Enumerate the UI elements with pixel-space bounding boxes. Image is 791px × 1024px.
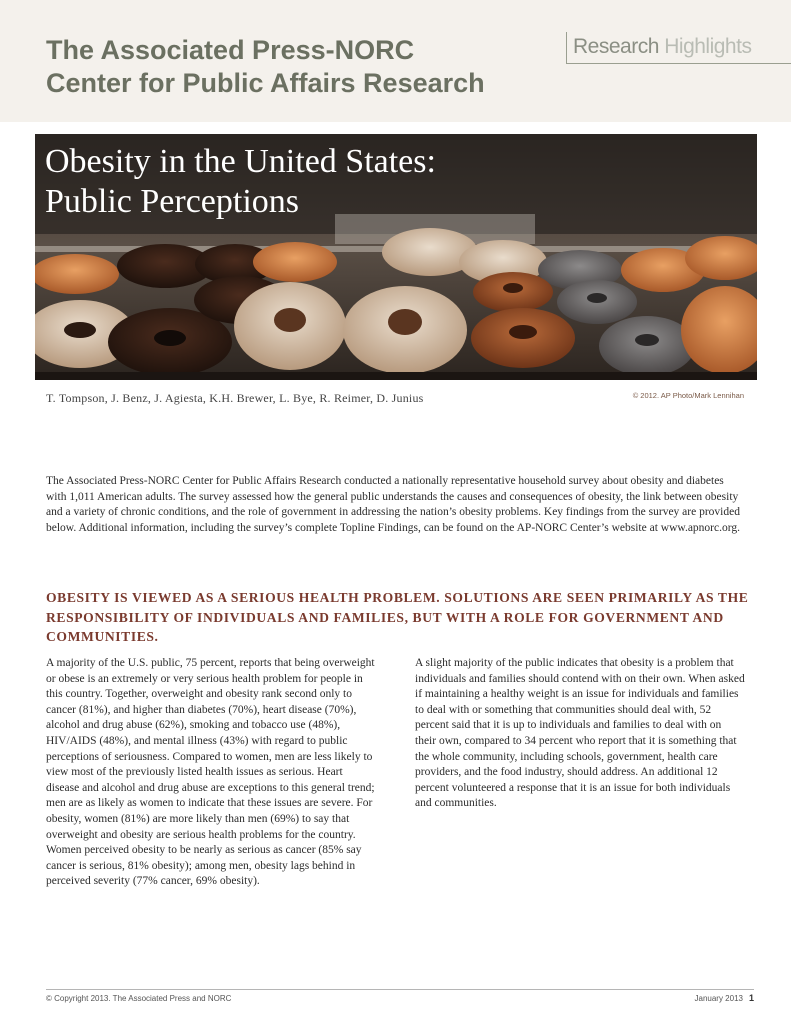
section-heading: OBESITY IS VIEWED AS A SERIOUS HEALTH PROBLEM. SOLUTIONS ARE SEEN PRIMARILY AS THE RESPONSIBILITY OF INDIVIDUALS AND FAMILIES, BUT WITH A ROLE FOR GOVERNMENT AND COMMUNITIES. <box>46 590 749 644</box>
highlights-word-research: Research <box>573 35 659 58</box>
document-title-line2: Public Perceptions <box>45 183 300 220</box>
right-column-paragraph: A slight majority of the public indicates that obesity is a problem that individuals and families should contend with on their own. When asked if maintaining a healthy weight is an issue for individuals and families to deal with or something that communities should deal with, 52 percent said that it is up to individuals and families to deal with on their own, compared to 34 percent who report that it is something that the whole community, including schools, government, health care providers, and the food industry, should address. An additional 12 percent volunteered a response that it is an issue for both individuals and communities. <box>415 657 745 810</box>
intro-paragraph: The Associated Press-NORC Center for Public Affairs Research conducted a nationally representative household survey about obesity and diabetes with 1,011 American adults. The survey assessed how the general public understands the causes and consequences of obesity, the link between obesity and a variety of chronic conditions, and the role of government in addressing the nation’s obesity problems. Key findings from the survey are provided below. Additional information, including the survey’s complete Topline Findings, can be found on the AP-NORC Center’s website at www.apnorc.org. <box>46 475 740 535</box>
page-number: 1 <box>748 993 754 1003</box>
research-highlights-label <box>566 32 791 64</box>
organization-title-line2: Center for Public Affairs Research <box>46 68 485 98</box>
footer-date-page <box>695 993 755 1003</box>
document-title-line1: Obesity in the United States: <box>45 143 436 180</box>
footer-copyright: © Copyright 2013. The Associated Press and NORC <box>46 994 232 1003</box>
photo-credit: © 2012. AP Photo/Mark Lennihan <box>632 391 744 400</box>
highlights-word-highlights: Highlights <box>664 35 752 58</box>
organization-title-line1: The Associated Press-NORC <box>46 35 415 65</box>
footer-divider <box>46 989 754 990</box>
left-column-paragraph: A majority of the U.S. public, 75 percent, reports that being overweight or obese is an extremely or very serious health problem for people in this country. Together, overweight and obesity rank second only to cancer (81%), and higher than diabetes (70%), heart disease (70%), alcohol and drug abuse (62%), smoking and tobacco use (48%), HIV/AIDS (48%), and mental illness (43%) with regard to public perceptions of seriousness. Compared to women, men are less likely to view most of the previously listed health issues as serious. Heart disease and alcohol and drug abuse are exceptions to this general trend; men are as likely as women to indicate that these issues are severe. For obesity, women (81%) are more likely than men (69%) to say that overweight and obesity are serious health problems for the country. Women perceived obesity to be nearly as serious as cancer (85% say cancer is serious, 81% obesity); among men, obesity lags behind in perceived severity (77% cancer, 69% obesity). <box>46 657 375 888</box>
organization-title <box>46 34 546 100</box>
footer-date: January 2013 <box>694 994 743 1003</box>
author-list: T. Tompson, J. Benz, J. Agiesta, K.H. Brewer, L. Bye, R. Reimer, D. Junius <box>46 391 424 405</box>
hero-photo <box>35 134 757 380</box>
document-title <box>45 142 436 222</box>
